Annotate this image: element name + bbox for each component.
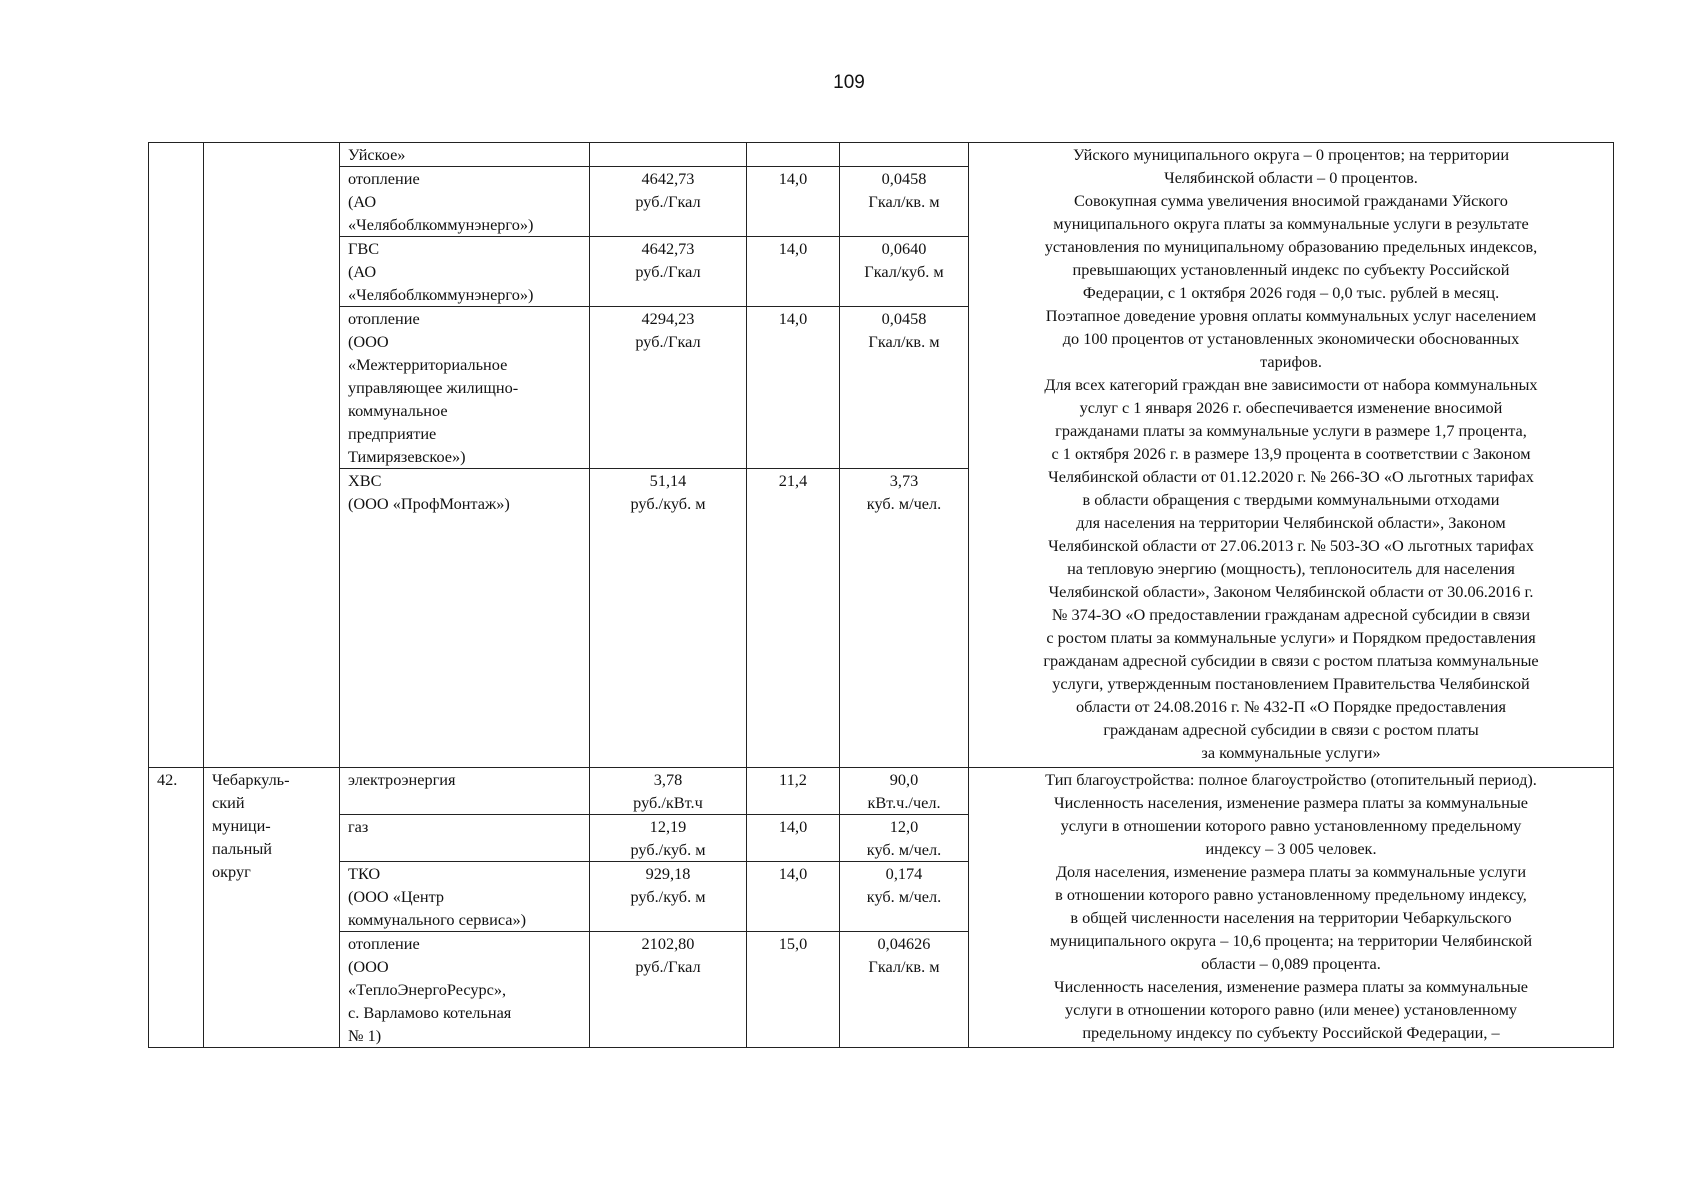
table-row bbox=[149, 768, 1614, 815]
service-cell: ТКО (ООО «Центр коммунального сервиса») bbox=[340, 862, 590, 932]
norm-cell: 0,04626 Гкал/кв. м bbox=[840, 932, 969, 1048]
index-cell bbox=[747, 143, 840, 167]
tariff-cell: 4642,73 руб./Гкал bbox=[590, 237, 747, 307]
service-cell: отопление (АО «Челябоблкоммунэнерго») bbox=[340, 167, 590, 237]
notes-cell: Уйского муниципального округа – 0 процентов; на территории Челябинской области – 0 процентов. Совокупная сумма увеличения вносимой гражданами Уйского муниципального округа платы за коммунальные услуги в результате установления по муниципальному образованию предельных индексов, превышающих установленный индекс по субъекту Российской Федерации, с 1 октября 2026 годя – 0,0 тыс. рублей в месяц. Поэтапное доведение уровня оплаты коммунальных услуг населением до 100 процентов от установленных экономически обоснованных тарифов. Для всех категорий граждан вне зависимости от набора коммунальных услуг с 1 января 2026 г. обеспечивается изменение вносимой гражданами платы за коммунальные услуги в размере 1,7 процента, с 1 октября 2026 г. в размере 13,9 процента в соответствии с Законом Челябинской области от 01.12.2020 г. № 266-ЗО «О льготных тарифах в области обращения с твердыми коммунальными отходами для населения на территории Челябинской области», Законом Челябинской области от 27.06.2013 г. № 503-ЗО «О льготных тарифах на тепловую энергию (мощность), теплоноситель для населения Челябинской области», Законом Челябинской области от 30.06.2016 г. № 374-ЗО «О предоставлении гражданам адресной субсидии в связи с ростом платы за коммунальные услуги» и Порядком предоставления гражданам адресной субсидии в связи с ростом платыза коммунальные услуги, утвержденным постановлением Правительства Челябинской области от 24.08.2016 г. № 432-П «О Порядке предоставления гражданам адресной субсидии в связи с ростом платы за коммунальные услуги» bbox=[969, 143, 1614, 768]
service-cell: отопление (ООО «Межтерриториальное управляющее жилищно- коммунальное предприятие Тимирязевское») bbox=[340, 307, 590, 469]
municipality-cell bbox=[204, 143, 340, 768]
tariff-cell: 929,18 руб./куб. м bbox=[590, 862, 747, 932]
service-cell: отопление (ООО «ТеплоЭнергоРесурс», с. Варламово котельная № 1) bbox=[340, 932, 590, 1048]
index-cell: 14,0 bbox=[747, 815, 840, 862]
norm-cell: 90,0 кВт.ч./чел. bbox=[840, 768, 969, 815]
norm-cell: 0,0458 Гкал/кв. м bbox=[840, 307, 969, 469]
table-row bbox=[149, 143, 1614, 167]
tariff-cell: 4642,73 руб./Гкал bbox=[590, 167, 747, 237]
tariff-cell: 3,78 руб./кВт.ч bbox=[590, 768, 747, 815]
service-cell: электроэнергия bbox=[340, 768, 590, 815]
notes-cell: Тип благоустройства: полное благоустройство (отопительный период). Численность населения, изменение размера платы за коммунальные услуги в отношении которого равно установленному предельному индексу – 3 005 человек. Доля населения, изменение размера платы за коммунальные услуги в отношении которого равно установленному предельному индексу, в общей численности населения на территории Чебаркульского муниципального округа – 10,6 процента; на территории Челябинской области – 0,089 процента. Численность населения, изменение размера платы за коммунальные услуги в отношении которого равно (или менее) установленному предельному индексу по субъекту Российской Федерации, – bbox=[969, 768, 1614, 1048]
index-cell: 14,0 bbox=[747, 237, 840, 307]
index-cell: 15,0 bbox=[747, 932, 840, 1048]
page-number: 109 bbox=[833, 72, 865, 93]
row-number-cell bbox=[149, 143, 204, 768]
service-cell: Уйское» bbox=[340, 143, 590, 167]
service-cell: газ bbox=[340, 815, 590, 862]
tariff-cell bbox=[590, 143, 747, 167]
service-cell: ХВС (ООО «ПрофМонтаж») bbox=[340, 469, 590, 768]
index-cell: 11,2 bbox=[747, 768, 840, 815]
index-cell: 21,4 bbox=[747, 469, 840, 768]
tariff-cell: 4294,23 руб./Гкал bbox=[590, 307, 747, 469]
municipality-cell: Чебаркуль- ский муници- пальный округ bbox=[204, 768, 340, 1048]
tariff-table bbox=[148, 142, 1614, 1048]
index-cell: 14,0 bbox=[747, 862, 840, 932]
norm-cell: 0,0458 Гкал/кв. м bbox=[840, 167, 969, 237]
service-cell: ГВС (АО «Челябоблкоммунэнерго») bbox=[340, 237, 590, 307]
tariff-cell: 12,19 руб./куб. м bbox=[590, 815, 747, 862]
norm-cell bbox=[840, 143, 969, 167]
row-number-cell: 42. bbox=[149, 768, 204, 1048]
norm-cell: 3,73 куб. м/чел. bbox=[840, 469, 969, 768]
index-cell: 14,0 bbox=[747, 167, 840, 237]
norm-cell: 0,0640 Гкал/куб. м bbox=[840, 237, 969, 307]
norm-cell: 0,174 куб. м/чел. bbox=[840, 862, 969, 932]
norm-cell: 12,0 куб. м/чел. bbox=[840, 815, 969, 862]
tariff-cell: 51,14 руб./куб. м bbox=[590, 469, 747, 768]
tariff-cell: 2102,80 руб./Гкал bbox=[590, 932, 747, 1048]
index-cell: 14,0 bbox=[747, 307, 840, 469]
